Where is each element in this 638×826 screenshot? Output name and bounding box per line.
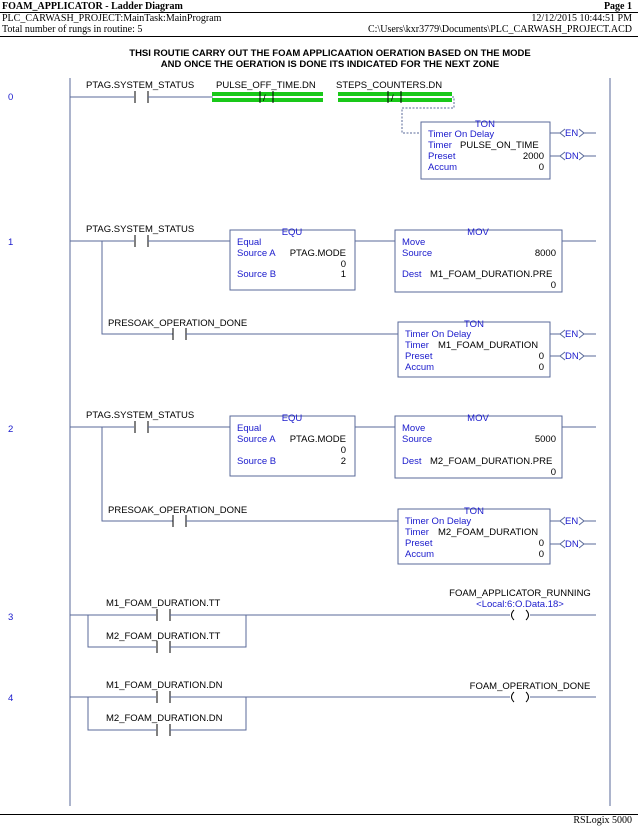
contact-tag: M2_FOAM_DURATION.TT [106, 631, 221, 642]
header-file: C:\Users\kxr3779\Documents\PLC_CARWASH_PROJECT.ACD [368, 24, 632, 35]
contact-xic[interactable] [157, 691, 170, 703]
contact-tag: M2_FOAM_DURATION.DN [106, 713, 223, 724]
svg-text:Preset: Preset [405, 538, 433, 549]
svg-text:TON: TON [464, 506, 484, 517]
svg-text:Source: Source [402, 434, 433, 445]
header-datetime: 12/12/2015 10:44:51 PM [531, 13, 632, 24]
rung-number: 4 [8, 693, 14, 704]
header-page: Page 1 [603, 1, 632, 12]
rung-2 [8, 410, 596, 564]
footer-brand: RSLogix 5000 [573, 815, 632, 826]
svg-text:Dest: Dest [402, 456, 422, 467]
mov-instruction[interactable] [395, 413, 562, 478]
svg-text:PTAG.MODE: PTAG.MODE [289, 248, 346, 259]
contact-tag: PRESOAK_OPERATION_DONE [108, 318, 248, 329]
ton-accum-label: Accum [428, 162, 458, 173]
dn-output [550, 151, 596, 162]
contact-tag: PULSE_OFF_TIME.DN [216, 80, 316, 91]
energized-highlight [338, 98, 452, 102]
ton-accum: 0 [538, 162, 544, 173]
ton-desc: Timer On Delay [428, 129, 495, 140]
contact-tag: PRESOAK_OPERATION_DONE [108, 505, 248, 516]
routine-comment-line1: THSI ROUTIE CARRY OUT THE FOAM APPLICAATION OERATION BASED ON THE MODE [129, 48, 531, 59]
svg-text:8000: 8000 [534, 248, 556, 259]
equ-instruction[interactable] [230, 413, 355, 476]
svg-text:0: 0 [340, 445, 346, 456]
svg-text:Source A: Source A [237, 434, 276, 445]
svg-text:EN: EN [565, 329, 579, 340]
contact-xic[interactable] [173, 328, 186, 340]
svg-text:Source: Source [402, 248, 433, 259]
svg-text:M1_FOAM_DURATION: M1_FOAM_DURATION [438, 340, 539, 351]
svg-text:0: 0 [550, 467, 556, 478]
svg-text:Source A: Source A [237, 248, 276, 259]
svg-text:M2_FOAM_DURATION.PRE: M2_FOAM_DURATION.PRE [430, 456, 553, 467]
header-path: PLC_CARWASH_PROJECT:MainTask:MainProgram [2, 13, 222, 24]
contact-tag: PTAG.SYSTEM_STATUS [86, 410, 195, 421]
ton-instruction[interactable] [421, 119, 550, 179]
svg-text:Source B: Source B [237, 456, 277, 467]
svg-text:Move: Move [402, 237, 426, 248]
svg-text:EN: EN [565, 128, 579, 139]
svg-text:Accum: Accum [405, 549, 435, 560]
svg-text:Timer: Timer [405, 340, 429, 351]
svg-text:DN: DN [565, 351, 579, 362]
rung-1 [8, 224, 596, 377]
ton-preset: 2000 [522, 151, 544, 162]
energized-highlight [212, 98, 323, 102]
svg-text:EN: EN [565, 516, 579, 527]
xio-slash: / [263, 93, 266, 104]
header-rungs-total: Total number of rungs in routine: 5 [2, 24, 143, 35]
svg-text:Accum: Accum [405, 362, 435, 373]
svg-text:0: 0 [340, 259, 346, 270]
ton-instruction[interactable] [398, 319, 550, 377]
contact-tag: M1_FOAM_DURATION.DN [106, 680, 223, 691]
svg-text:MOV: MOV [467, 413, 489, 424]
svg-text:DN: DN [565, 151, 579, 162]
rung-0 [8, 80, 596, 179]
svg-text:Timer: Timer [405, 527, 429, 538]
contact-tag: PTAG.SYSTEM_STATUS [86, 224, 195, 235]
rung-number: 0 [8, 92, 14, 103]
dn-output [550, 539, 596, 550]
equ-instruction[interactable] [230, 227, 355, 290]
svg-text:TON: TON [464, 319, 484, 330]
dn-output [550, 351, 596, 362]
coil-alias: <Local:6:O.Data.18> [476, 599, 564, 610]
contact-tag: STEPS_COUNTERS.DN [336, 80, 443, 91]
svg-text:1: 1 [340, 269, 346, 280]
svg-text:Equal: Equal [237, 237, 262, 248]
rung-4 [8, 680, 596, 736]
contact-xic[interactable] [135, 421, 148, 433]
contact-xic[interactable] [173, 515, 186, 527]
coil-tag: FOAM_OPERATION_DONE [469, 681, 591, 692]
svg-text:Timer On Delay: Timer On Delay [405, 516, 472, 527]
svg-text:Timer On Delay: Timer On Delay [405, 329, 472, 340]
svg-text:PTAG.MODE: PTAG.MODE [289, 434, 346, 445]
routine-comment-line2: AND ONCE THE OERATION IS DONE ITS INDICATED FOR THE NEXT ZONE [160, 59, 500, 70]
svg-text:Move: Move [402, 423, 426, 434]
en-output [550, 329, 596, 340]
svg-text:0: 0 [538, 538, 544, 549]
svg-text:0: 0 [538, 351, 544, 362]
svg-text:2: 2 [340, 456, 346, 467]
ton-preset-label: Preset [428, 151, 456, 162]
svg-text:M1_FOAM_DURATION.PRE: M1_FOAM_DURATION.PRE [430, 269, 553, 280]
svg-text:DN: DN [565, 539, 579, 550]
svg-text:EQU: EQU [281, 227, 303, 238]
svg-text:Dest: Dest [402, 269, 422, 280]
en-output [550, 516, 596, 527]
contact-tag: PTAG.SYSTEM_STATUS [86, 80, 195, 91]
contact-xic[interactable] [157, 609, 170, 621]
output-coil[interactable] [512, 610, 529, 620]
en-output [550, 128, 596, 139]
svg-text:Equal: Equal [237, 423, 262, 434]
output-coil[interactable] [512, 692, 529, 702]
contact-xic[interactable] [157, 724, 170, 736]
xio-slash: / [391, 93, 394, 104]
contact-xic[interactable] [157, 641, 170, 653]
svg-text:Preset: Preset [405, 351, 433, 362]
ton-timer: PULSE_ON_TIME [460, 140, 539, 151]
svg-text:5000: 5000 [534, 434, 556, 445]
svg-text:M2_FOAM_DURATION: M2_FOAM_DURATION [438, 527, 539, 538]
ton-timer-label: Timer [428, 140, 452, 151]
svg-text:Source B: Source B [237, 269, 277, 280]
rung-number: 3 [8, 612, 14, 623]
rung-number: 2 [8, 424, 14, 435]
energized-highlight [338, 92, 452, 96]
rung-3 [8, 588, 596, 653]
coil-tag: FOAM_APPLICATOR_RUNNING [449, 588, 591, 599]
ton-title: TON [475, 119, 495, 130]
svg-text:0: 0 [538, 549, 544, 560]
contact-tag: M1_FOAM_DURATION.TT [106, 598, 221, 609]
mov-instruction[interactable] [395, 227, 562, 292]
energized-highlight [212, 92, 323, 96]
contact-xic[interactable] [135, 91, 148, 103]
ton-instruction[interactable] [398, 506, 550, 564]
svg-text:MOV: MOV [467, 227, 489, 238]
svg-text:0: 0 [550, 280, 556, 291]
svg-text:0: 0 [538, 362, 544, 373]
rung-number: 1 [8, 237, 14, 248]
svg-text:EQU: EQU [281, 413, 303, 424]
header-title: FOAM_APPLICATOR - Ladder Diagram [2, 1, 183, 12]
contact-xic[interactable] [135, 235, 148, 247]
